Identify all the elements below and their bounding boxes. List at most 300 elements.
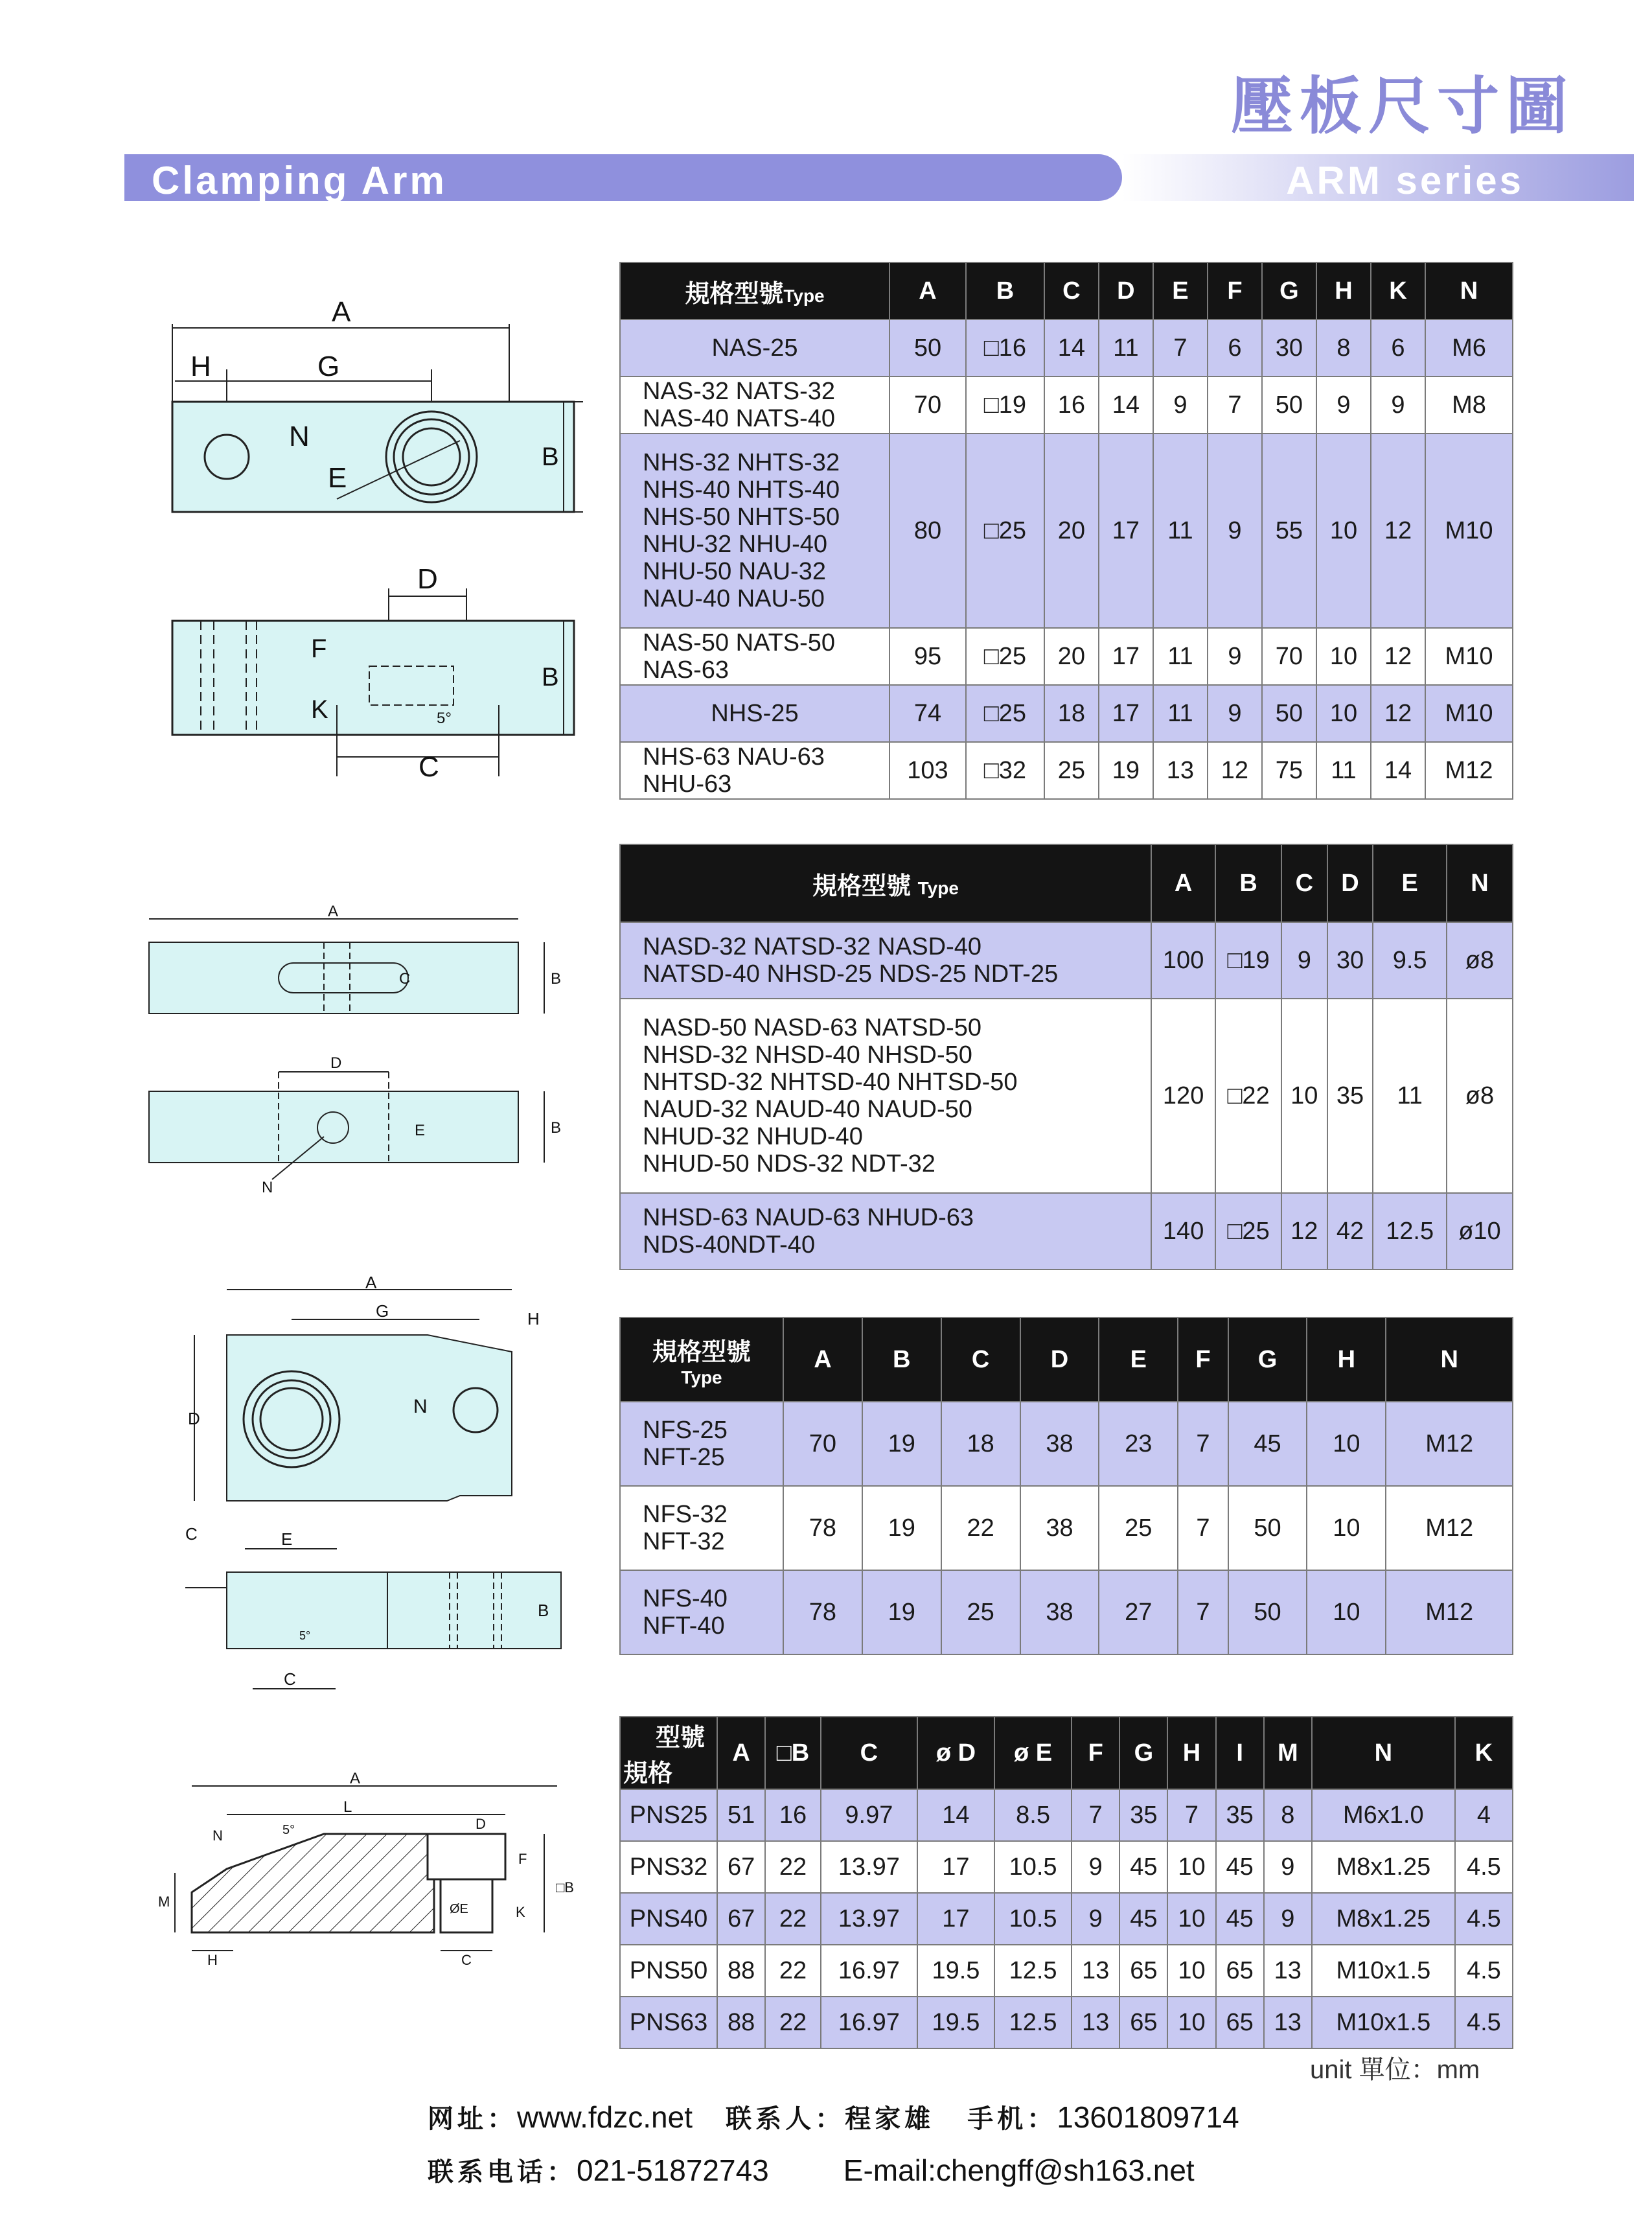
drawing-1-side xyxy=(162,562,602,815)
value-cell: 9 xyxy=(1371,377,1425,434)
mobile-label: 手机： xyxy=(967,2104,1057,2134)
label-c-4: C xyxy=(461,1952,472,1968)
value-cell: 45 xyxy=(1216,1841,1264,1893)
value-cell: 45 xyxy=(1119,1893,1167,1945)
col-header: E xyxy=(1373,844,1447,922)
value-cell: M6 xyxy=(1425,319,1513,377)
value-cell: 10 xyxy=(1167,1997,1215,2048)
col-header: G xyxy=(1119,1717,1167,1789)
label-d-2: D xyxy=(330,1054,342,1072)
value-cell: 7 xyxy=(1178,1486,1228,1570)
col-header: M xyxy=(1264,1717,1312,1789)
table-row xyxy=(620,1945,1513,1997)
value-cell: 9 xyxy=(1208,434,1262,628)
value-cell: 10 xyxy=(1316,685,1371,742)
label-c-3b: C xyxy=(284,1669,296,1689)
value-cell: 13.97 xyxy=(821,1841,917,1893)
value-cell: M6x1.0 xyxy=(1312,1789,1455,1841)
value-cell: 18 xyxy=(941,1402,1020,1486)
value-cell: 12.5 xyxy=(1373,1193,1447,1270)
col-header: A xyxy=(889,262,966,319)
value-cell: □25 xyxy=(966,434,1044,628)
web-label: 网址： xyxy=(428,2104,517,2134)
value-cell: 19 xyxy=(1099,742,1153,799)
label-d: D xyxy=(417,563,438,595)
value-cell: 11 xyxy=(1099,319,1153,377)
value-cell: 100 xyxy=(1151,922,1215,999)
value-cell: 18 xyxy=(1044,685,1099,742)
label-b: B xyxy=(542,443,559,471)
value-cell: 9.5 xyxy=(1373,922,1447,999)
value-cell: 51 xyxy=(717,1789,765,1841)
value-cell: 19 xyxy=(862,1486,941,1570)
value-cell: 70 xyxy=(783,1402,862,1486)
contact-name: 程家雄 xyxy=(845,2104,935,2134)
col-header: C xyxy=(821,1717,917,1789)
value-cell: 35 xyxy=(1216,1789,1264,1841)
value-cell: 70 xyxy=(1262,628,1316,685)
value-cell: 11 xyxy=(1153,628,1208,685)
label-a-2: A xyxy=(328,903,339,920)
col-header: G xyxy=(1228,1317,1307,1402)
table-row xyxy=(620,742,1513,799)
value-cell: 9 xyxy=(1072,1893,1119,1945)
label-n-4: N xyxy=(212,1827,223,1844)
phone-label: 联系电话： xyxy=(428,2157,577,2187)
label-b-2s: B xyxy=(551,1119,562,1137)
footer-line-1 xyxy=(428,2098,1239,2135)
value-cell: 12 xyxy=(1371,434,1425,628)
value-cell: 9 xyxy=(1264,1841,1312,1893)
label-f: F xyxy=(311,634,327,663)
col-header: B xyxy=(966,262,1044,319)
value-cell: 19 xyxy=(862,1402,941,1486)
value-cell: 88 xyxy=(717,1997,765,2048)
value-cell: 22 xyxy=(765,1997,821,2048)
value-cell: 55 xyxy=(1262,434,1316,628)
col-header: C xyxy=(941,1317,1020,1402)
value-cell: 7 xyxy=(1208,377,1262,434)
value-cell: 120 xyxy=(1151,999,1215,1193)
label-angle: 5° xyxy=(437,710,452,727)
value-cell: 7 xyxy=(1072,1789,1119,1841)
label-n-3: N xyxy=(413,1396,428,1417)
value-cell: 4.5 xyxy=(1455,1945,1513,1997)
label-f-4: F xyxy=(518,1851,527,1867)
label-k: K xyxy=(311,695,328,724)
value-cell: 20 xyxy=(1044,434,1099,628)
table-row xyxy=(620,1570,1513,1654)
type-cell: PNS63 xyxy=(620,1997,717,2048)
value-cell: 10 xyxy=(1167,1945,1215,1997)
value-cell: M12 xyxy=(1386,1402,1513,1486)
value-cell: 50 xyxy=(1228,1486,1307,1570)
value-cell: □16 xyxy=(966,319,1044,377)
table-row xyxy=(620,1193,1513,1270)
value-cell: □25 xyxy=(966,628,1044,685)
value-cell: 78 xyxy=(783,1486,862,1570)
col-header: E xyxy=(1099,1317,1178,1402)
value-cell: M12 xyxy=(1386,1570,1513,1654)
value-cell: □25 xyxy=(1215,1193,1281,1270)
value-cell: M10 xyxy=(1425,434,1513,628)
value-cell: 7 xyxy=(1178,1570,1228,1654)
value-cell: 10 xyxy=(1316,628,1371,685)
value-cell: 7 xyxy=(1178,1402,1228,1486)
value-cell: M8x1.25 xyxy=(1312,1841,1455,1893)
value-cell: 16.97 xyxy=(821,1997,917,2048)
value-cell: □19 xyxy=(1215,922,1281,999)
spec-table-2 xyxy=(619,844,1513,1270)
value-cell: 8 xyxy=(1316,319,1371,377)
col-header: I xyxy=(1216,1717,1264,1789)
type-cell: NASD-50 NASD-63 NATSD-50 NHSD-32 NHSD-40 NHSD-50 NHTSD-32 NHTSD-40 NHTSD-50 NAUD-32 NAUD-40 NAUD-50 NHUD-32 NHUD-40 NHUD-50 NDS-32 NDT-32 xyxy=(620,999,1151,1193)
label-a-4: A xyxy=(350,1770,361,1787)
value-cell: 50 xyxy=(1228,1570,1307,1654)
drawing-2-side xyxy=(143,1052,583,1201)
band-cap xyxy=(1070,154,1122,201)
table-row xyxy=(620,1841,1513,1893)
type-cell: NHS-32 NHTS-32 NHS-40 NHTS-40 NHS-50 NHTS-50 NHU-32 NHU-40 NHU-50 NAU-32 NAU-40 NAU-50 xyxy=(620,434,889,628)
label-angle-3: 5° xyxy=(299,1629,311,1642)
value-cell: 13 xyxy=(1072,1997,1119,2048)
label-e-2: E xyxy=(415,1122,426,1139)
table-row xyxy=(620,319,1513,377)
value-cell: 17 xyxy=(917,1841,994,1893)
label-angle-4: 5° xyxy=(282,1823,295,1837)
value-cell: 6 xyxy=(1208,319,1262,377)
label-a: A xyxy=(332,296,351,328)
value-cell: 9 xyxy=(1072,1841,1119,1893)
band-series: ARM series xyxy=(1286,159,1524,202)
value-cell: M10 xyxy=(1425,628,1513,685)
label-b-4: □B xyxy=(556,1879,574,1896)
value-cell: □32 xyxy=(966,742,1044,799)
col-header: K xyxy=(1371,262,1425,319)
value-cell: 12 xyxy=(1371,628,1425,685)
col-header: ø E xyxy=(994,1717,1072,1789)
value-cell: M8 xyxy=(1425,377,1513,434)
type-cell: PNS50 xyxy=(620,1945,717,1997)
value-cell: 23 xyxy=(1099,1402,1178,1486)
label-n-2: N xyxy=(262,1179,273,1196)
table-row xyxy=(620,377,1513,434)
table-row xyxy=(620,1402,1513,1486)
spec-table-3 xyxy=(619,1317,1513,1655)
value-cell: M10 xyxy=(1425,685,1513,742)
value-cell: 9 xyxy=(1208,685,1262,742)
value-cell: 4.5 xyxy=(1455,1893,1513,1945)
footer-line-2 xyxy=(428,2151,1195,2188)
value-cell: 22 xyxy=(765,1893,821,1945)
table-row xyxy=(620,1997,1513,2048)
value-cell: 10 xyxy=(1281,999,1327,1193)
col-header: E xyxy=(1153,262,1208,319)
value-cell: 45 xyxy=(1119,1841,1167,1893)
phone-number: 021-51872743 xyxy=(577,2153,769,2187)
website-link[interactable]: www.fdzc.net xyxy=(517,2100,693,2134)
value-cell: ø8 xyxy=(1447,922,1513,999)
value-cell: ø8 xyxy=(1447,999,1513,1193)
value-cell: 22 xyxy=(765,1945,821,1997)
title-band xyxy=(124,154,1634,201)
type-cell: NHS-63 NAU-63 NHU-63 xyxy=(620,742,889,799)
drawing-2-top xyxy=(143,901,583,1030)
value-cell: 27 xyxy=(1099,1570,1178,1654)
value-cell: 25 xyxy=(941,1570,1020,1654)
col-header: D xyxy=(1020,1317,1099,1402)
value-cell: 9 xyxy=(1264,1893,1312,1945)
band-title: Clamping Arm xyxy=(152,159,447,202)
value-cell: 19 xyxy=(862,1570,941,1654)
value-cell: 14 xyxy=(917,1789,994,1841)
value-cell: 42 xyxy=(1327,1193,1373,1270)
value-cell: □19 xyxy=(966,377,1044,434)
value-cell: 14 xyxy=(1371,742,1425,799)
type-cell: PNS25 xyxy=(620,1789,717,1841)
label-b-2: B xyxy=(551,970,562,988)
value-cell: 65 xyxy=(1216,1945,1264,1997)
corner-header: 型號 規格 xyxy=(620,1717,717,1789)
value-cell: 10 xyxy=(1167,1893,1215,1945)
value-cell: 10 xyxy=(1316,434,1371,628)
label-l-4: L xyxy=(343,1798,352,1816)
value-cell: 10 xyxy=(1307,1402,1386,1486)
label-h: H xyxy=(190,351,211,382)
value-cell: 13 xyxy=(1153,742,1208,799)
value-cell: 13 xyxy=(1072,1945,1119,1997)
type-cell: PNS32 xyxy=(620,1841,717,1893)
col-header: ø D xyxy=(917,1717,994,1789)
value-cell: 75 xyxy=(1262,742,1316,799)
type-cell: NAS-50 NATS-50 NAS-63 xyxy=(620,628,889,685)
col-header: F xyxy=(1072,1717,1119,1789)
value-cell: 95 xyxy=(889,628,966,685)
col-header: G xyxy=(1262,262,1316,319)
spec-table-4 xyxy=(619,1716,1513,2049)
col-header: F xyxy=(1178,1317,1228,1402)
col-header: N xyxy=(1312,1717,1455,1789)
value-cell: 35 xyxy=(1119,1789,1167,1841)
col-header: A xyxy=(1151,844,1215,922)
value-cell: 4.5 xyxy=(1455,1997,1513,2048)
value-cell: 4 xyxy=(1455,1789,1513,1841)
value-cell: 10.5 xyxy=(994,1841,1072,1893)
value-cell: 10 xyxy=(1307,1486,1386,1570)
value-cell: 12.5 xyxy=(994,1945,1072,1997)
value-cell: 7 xyxy=(1153,319,1208,377)
value-cell: 10 xyxy=(1167,1841,1215,1893)
value-cell: 11 xyxy=(1153,434,1208,628)
value-cell: 11 xyxy=(1373,999,1447,1193)
value-cell: 19.5 xyxy=(917,1997,994,2048)
type-header: 規格型號 Type xyxy=(620,844,1151,922)
value-cell: □25 xyxy=(966,685,1044,742)
value-cell: 9 xyxy=(1153,377,1208,434)
value-cell: 50 xyxy=(1262,685,1316,742)
value-cell: 17 xyxy=(1099,434,1153,628)
table-row xyxy=(620,1893,1513,1945)
value-cell: 17 xyxy=(1099,685,1153,742)
value-cell: 9 xyxy=(1281,922,1327,999)
label-b-3: B xyxy=(538,1601,549,1620)
col-header: N xyxy=(1386,1317,1513,1402)
label-c-3a: C xyxy=(185,1524,198,1544)
email-link[interactable]: E-mail:chengff@sh163.net xyxy=(843,2153,1195,2187)
value-cell: 50 xyxy=(889,319,966,377)
value-cell: 50 xyxy=(1262,377,1316,434)
col-header: D xyxy=(1327,844,1373,922)
value-cell: 12 xyxy=(1371,685,1425,742)
type-cell: NFS-40 NFT-40 xyxy=(620,1570,783,1654)
drawing-4-section xyxy=(155,1763,609,1970)
type-cell: NHS-25 xyxy=(620,685,889,742)
value-cell: 13.97 xyxy=(821,1893,917,1945)
drawing-1-top xyxy=(162,285,602,531)
label-h-4: H xyxy=(207,1952,218,1968)
value-cell: 12.5 xyxy=(994,1997,1072,2048)
value-cell: M12 xyxy=(1425,742,1513,799)
value-cell: 14 xyxy=(1099,377,1153,434)
table-row xyxy=(620,1486,1513,1570)
label-a-3: A xyxy=(365,1275,377,1292)
type-cell: NHSD-63 NAUD-63 NHUD-63 NDS-40NDT-40 xyxy=(620,1193,1151,1270)
col-header: F xyxy=(1208,262,1262,319)
col-header: N xyxy=(1425,262,1513,319)
value-cell: 25 xyxy=(1099,1486,1178,1570)
value-cell: 74 xyxy=(889,685,966,742)
value-cell: 14 xyxy=(1044,319,1099,377)
value-cell: 9 xyxy=(1208,628,1262,685)
type-cell: NFS-25 NFT-25 xyxy=(620,1402,783,1486)
value-cell: 10.5 xyxy=(994,1893,1072,1945)
value-cell: 88 xyxy=(717,1945,765,1997)
col-header: H xyxy=(1316,262,1371,319)
value-cell: 25 xyxy=(1044,742,1099,799)
value-cell: M8x1.25 xyxy=(1312,1893,1455,1945)
label-g-3: G xyxy=(376,1301,389,1321)
value-cell: 17 xyxy=(1099,628,1153,685)
value-cell: 12 xyxy=(1281,1193,1327,1270)
type-cell: NASD-32 NATSD-32 NASD-40 NATSD-40 NHSD-25 NDS-25 NDT-25 xyxy=(620,922,1151,999)
type-cell: NAS-25 xyxy=(620,319,889,377)
value-cell: 13 xyxy=(1264,1997,1312,2048)
label-c-2: C xyxy=(399,970,411,988)
value-cell: 67 xyxy=(717,1841,765,1893)
value-cell: 45 xyxy=(1228,1402,1307,1486)
col-header: C xyxy=(1044,262,1099,319)
spec-table-1 xyxy=(619,262,1513,800)
type-cell: NFS-32 NFT-32 xyxy=(620,1486,783,1570)
type-cell: PNS40 xyxy=(620,1893,717,1945)
value-cell: 9 xyxy=(1316,377,1371,434)
label-h-3: H xyxy=(527,1309,540,1328)
value-cell: 22 xyxy=(765,1841,821,1893)
value-cell: 45 xyxy=(1216,1893,1264,1945)
value-cell: 30 xyxy=(1327,922,1373,999)
value-cell: ø10 xyxy=(1447,1193,1513,1270)
value-cell: 38 xyxy=(1020,1486,1099,1570)
value-cell: 10 xyxy=(1307,1570,1386,1654)
value-cell: 22 xyxy=(941,1486,1020,1570)
value-cell: 19.5 xyxy=(917,1945,994,1997)
value-cell: 7 xyxy=(1167,1789,1215,1841)
label-e-4: ØE xyxy=(450,1902,468,1916)
value-cell: 16 xyxy=(1044,377,1099,434)
value-cell: 67 xyxy=(717,1893,765,1945)
label-b-side: B xyxy=(542,663,559,691)
label-d-3: D xyxy=(188,1409,200,1428)
value-cell: M10x1.5 xyxy=(1312,1997,1455,2048)
col-header: C xyxy=(1281,844,1327,922)
value-cell: 38 xyxy=(1020,1402,1099,1486)
value-cell: 16 xyxy=(765,1789,821,1841)
col-header: A xyxy=(783,1317,862,1402)
table-row xyxy=(620,628,1513,685)
col-header: H xyxy=(1167,1717,1215,1789)
col-header: N xyxy=(1447,844,1513,922)
type-header: 規格型號Type xyxy=(620,262,889,319)
value-cell: 38 xyxy=(1020,1570,1099,1654)
col-header: B xyxy=(1215,844,1281,922)
value-cell: 35 xyxy=(1327,999,1373,1193)
contact-label: 联系人： xyxy=(726,2104,845,2134)
table-row xyxy=(620,685,1513,742)
col-header: A xyxy=(717,1717,765,1789)
value-cell: 17 xyxy=(917,1893,994,1945)
col-header: D xyxy=(1099,262,1153,319)
value-cell: 65 xyxy=(1216,1997,1264,2048)
table-row xyxy=(620,922,1513,999)
value-cell: 11 xyxy=(1316,742,1371,799)
page-title-chinese: 壓板尺寸圖 xyxy=(1231,70,1574,143)
col-header: H xyxy=(1307,1317,1386,1402)
value-cell: 103 xyxy=(889,742,966,799)
table-row xyxy=(620,999,1513,1193)
label-n: N xyxy=(289,421,310,452)
table-row xyxy=(620,1789,1513,1841)
label-k-4: K xyxy=(516,1904,525,1920)
value-cell: 12 xyxy=(1208,742,1262,799)
value-cell: 20 xyxy=(1044,628,1099,685)
label-e: E xyxy=(328,462,347,494)
value-cell: M10x1.5 xyxy=(1312,1945,1455,1997)
value-cell: 9.97 xyxy=(821,1789,917,1841)
value-cell: 78 xyxy=(783,1570,862,1654)
col-header: B xyxy=(862,1317,941,1402)
label-g: G xyxy=(317,351,340,382)
label-m-4: M xyxy=(158,1894,170,1910)
label-d-4: D xyxy=(476,1816,486,1832)
value-cell: 140 xyxy=(1151,1193,1215,1270)
value-cell: 13 xyxy=(1264,1945,1312,1997)
label-c: C xyxy=(419,751,439,783)
label-e-3: E xyxy=(281,1529,293,1549)
value-cell: □22 xyxy=(1215,999,1281,1193)
value-cell: M12 xyxy=(1386,1486,1513,1570)
type-header: 規格型號 Type xyxy=(620,1317,783,1402)
col-header: K xyxy=(1455,1717,1513,1789)
drawing-3-side xyxy=(175,1520,577,1702)
unit-note: unit 單位：mm xyxy=(1310,2056,1480,2084)
value-cell: 11 xyxy=(1153,685,1208,742)
table-row xyxy=(620,434,1513,628)
value-cell: 6 xyxy=(1371,319,1425,377)
value-cell: 70 xyxy=(889,377,966,434)
value-cell: 65 xyxy=(1119,1945,1167,1997)
type-cell: NAS-32 NATS-32 NAS-40 NATS-40 xyxy=(620,377,889,434)
value-cell: 80 xyxy=(889,434,966,628)
